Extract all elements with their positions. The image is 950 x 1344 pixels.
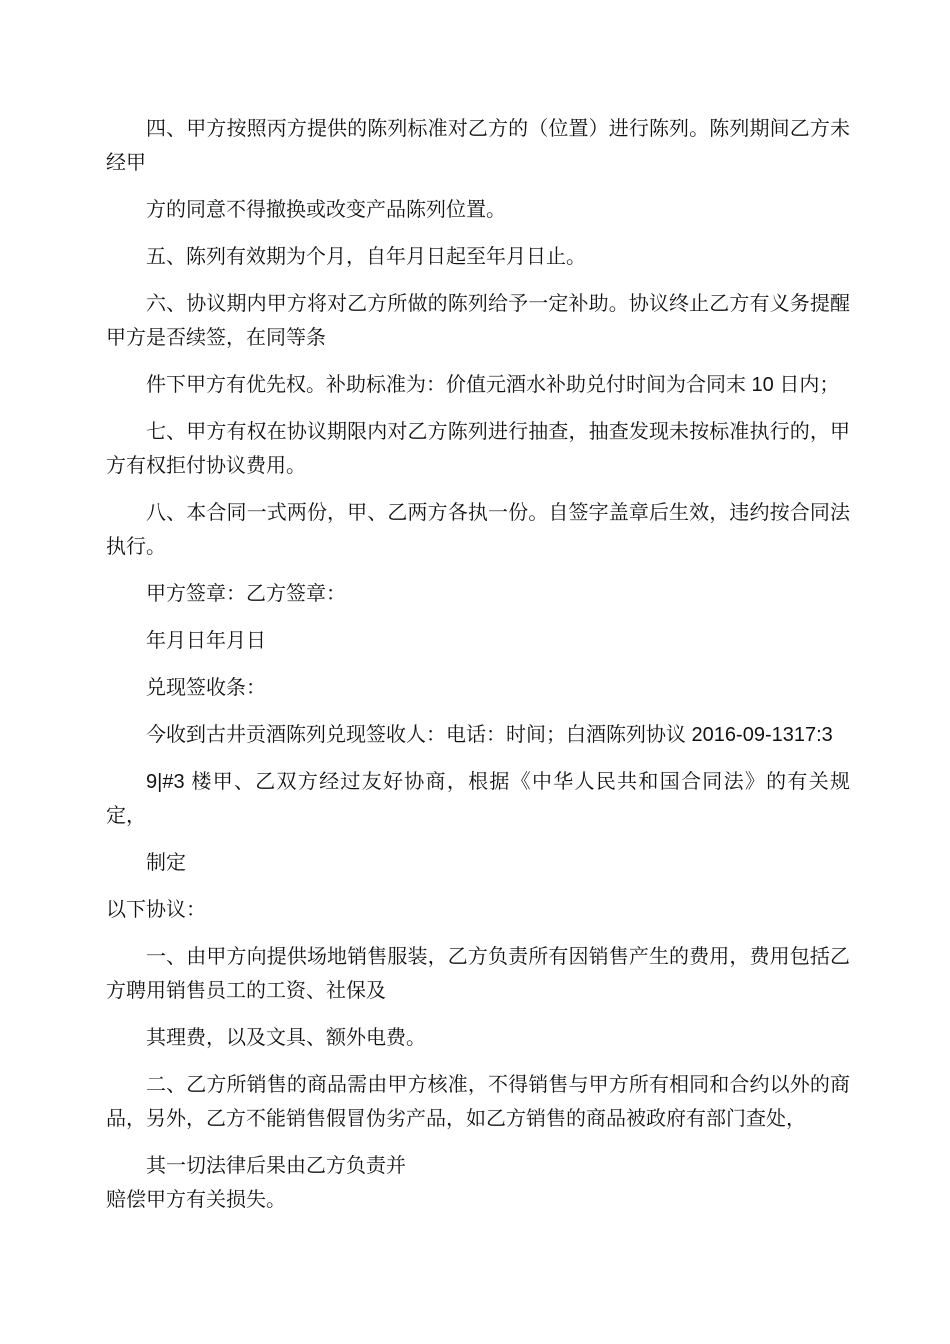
paragraph-zhiding: 制定 [146,852,186,874]
paragraph-clause-2-end: 赔偿甲方有关损失。 [106,1189,286,1211]
paragraph-forum-meta: 9|#3 楼甲、乙双方经过友好协商，根据《中华人民共和国合同法》的有关规定， [106,771,850,827]
paragraph-clause-2: 二、乙方所销售的商品需由甲方核准，不得销售与甲方所有相同和合约以外的商品，另外，乙方不能销售假冒伪劣产品，如乙方销售的商品被政府有部门查处， [106,1074,850,1130]
paragraph-receipt-body: 今收到古井贡酒陈列兑现签收人：电话：时间；白酒陈列协议 2016-09-1317:3 [146,724,833,746]
paragraph-clause-6-line1: 六、协议期内甲方将对乙方所做的陈列给予一定补助。协议终止乙方有义务提醒甲方是否续签，在同等条 [106,293,850,349]
paragraph-receipt-title: 兑现签收条： [146,677,266,699]
paragraph-clause-7: 七、甲方有权在协议期限内对乙方陈列进行抽查，抽查发现未按标准执行的，甲方有权拒付协议费用。 [106,421,850,477]
paragraph-signatures: 甲方签章：乙方签章： [146,583,346,605]
paragraph-agreement-intro: 以下协议： [106,899,206,921]
paragraph-clause-8: 八、本合同一式两份，甲、乙两方各执一份。自签字盖章后生效，违约按合同法执行。 [106,502,850,558]
paragraph-clause-5: 五、陈列有效期为个月，自年月日起至年月日止。 [146,246,586,268]
paragraph-clause-1: 一、由甲方向提供场地销售服装，乙方负责所有因销售产生的费用，费用包括乙方聘用销售员工的工资、社保及 [106,946,850,1002]
paragraph-clause-1-cont: 其理费，以及文具、额外电费。 [146,1027,426,1049]
paragraph-clause-4-line1: 四、甲方按照丙方提供的陈列标准对乙方的（位置）进行陈列。陈列期间乙方未经甲 [106,118,850,174]
paragraph-dates: 年月日年月日 [146,630,266,652]
paragraph-clause-6-line2: 件下甲方有优先权。补助标准为：价值元酒水补助兑付时间为合同末 10 日内； [146,374,840,396]
paragraph-clause-4-line2: 方的同意不得撤换或改变产品陈列位置。 [146,199,506,221]
paragraph-clause-2-cont: 其一切法律后果由乙方负责并 [146,1155,406,1177]
